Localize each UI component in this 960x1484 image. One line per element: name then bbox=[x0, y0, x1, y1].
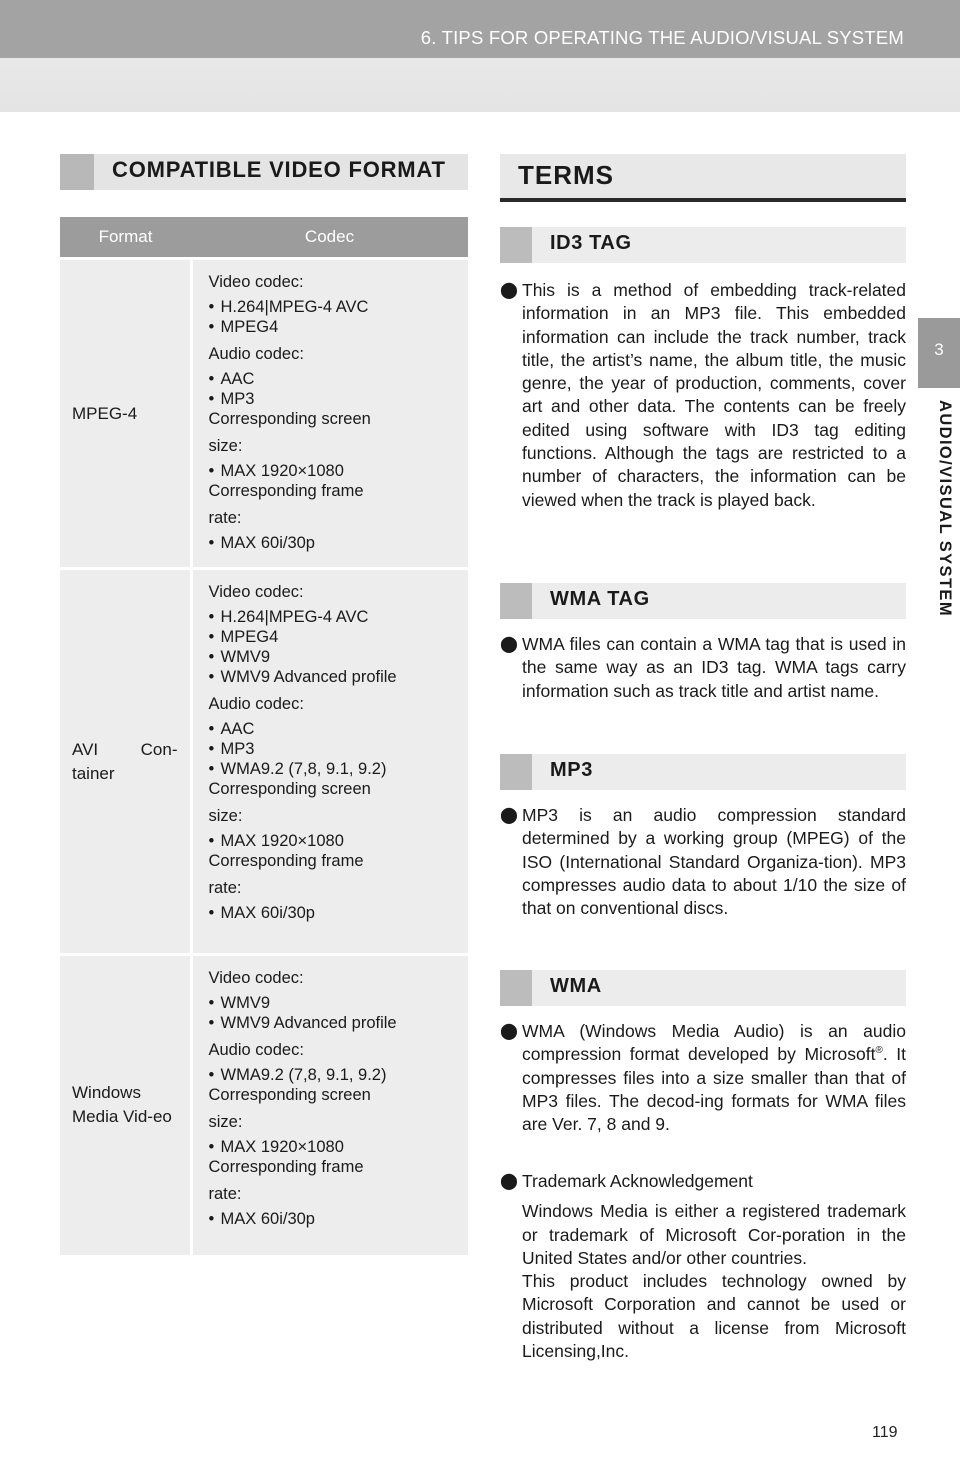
heading-marker bbox=[500, 970, 532, 1006]
section-title-label: COMPATIBLE VIDEO FORMAT bbox=[112, 157, 446, 182]
codec-label: Video codec: bbox=[208, 273, 304, 291]
chapter-tab bbox=[918, 318, 960, 388]
codec-label: Corresponding screen bbox=[208, 410, 371, 428]
codec-bullet-item: • H.264|MPEG-4 AVC bbox=[209, 297, 459, 317]
bullet-icon: ⬤ bbox=[500, 807, 518, 824]
codec-label: Video codec: bbox=[208, 583, 304, 601]
id3-tag-title: ID3 TAG bbox=[550, 232, 632, 254]
codec-bullet-item: • MP3 bbox=[209, 389, 459, 409]
mp3-title: MP3 bbox=[550, 759, 593, 781]
codec-bullet-item: • MAX 1920×1080 bbox=[209, 461, 459, 481]
codec-bullet-item: • MAX 60i/30p bbox=[209, 1209, 459, 1229]
codec-label: Corresponding screen bbox=[208, 1086, 371, 1104]
chapter-number: 3 bbox=[934, 340, 944, 359]
codec-label: Corresponding screen bbox=[208, 780, 371, 798]
codec-cell bbox=[191, 955, 468, 1255]
wma-tag-heading bbox=[500, 583, 906, 619]
codec-label: rate: bbox=[208, 509, 242, 527]
wma-heading bbox=[500, 970, 906, 1006]
heading-marker bbox=[500, 583, 532, 619]
page-number: 119 bbox=[872, 1424, 898, 1441]
codec-bullet-item: • MAX 60i/30p bbox=[209, 903, 459, 923]
trademark-text-1: Windows Media is either a registered trademark or trademark of Microsoft Cor-poration in the United States and/or other countries. bbox=[522, 1201, 906, 1268]
table-row bbox=[60, 569, 468, 955]
codec-bullet-item: • MAX 1920×1080 bbox=[209, 1137, 459, 1157]
wma-tag-paragraph bbox=[500, 633, 906, 703]
codec-label: size: bbox=[208, 437, 243, 455]
wma-paragraph bbox=[500, 1020, 906, 1136]
column-header-codec: Codec bbox=[191, 217, 468, 259]
codec-bullet-item: • WMA9.2 (7,8, 9.1, 9.2) bbox=[209, 759, 459, 779]
codec-label: Corresponding frame bbox=[208, 852, 364, 870]
codec-label: rate: bbox=[208, 1185, 242, 1203]
codec-lines bbox=[193, 570, 469, 937]
codec-bullet-item: • H.264|MPEG-4 AVC bbox=[209, 607, 459, 627]
mp3-heading bbox=[500, 754, 906, 790]
id3-tag-text: This is a method of embedding track-related information in an MP3 file. This embedded information can include the track number, track title, the artist’s name, the album title, the music genre, the year of production, comments, cover art and other data. The contents can be freely edited using software with ID3 tag editing functions. Although the tags are restricted to a number of characters, the information can be viewed when the track is played back. bbox=[522, 280, 906, 510]
trademark-title: Trademark Acknowledgement bbox=[522, 1171, 753, 1191]
id3-tag-heading bbox=[500, 227, 906, 263]
codec-label: Video codec: bbox=[208, 969, 304, 987]
wma-title: WMA bbox=[550, 975, 602, 997]
id3-tag-paragraph bbox=[500, 279, 906, 512]
heading-marker bbox=[500, 754, 532, 790]
codec-cell bbox=[191, 259, 468, 569]
codec-bullet-item: • WMV9 Advanced profile bbox=[209, 667, 459, 687]
chapter-side-label: AUDIO/VISUAL SYSTEM bbox=[936, 400, 954, 617]
table-row bbox=[60, 259, 468, 569]
codec-label: Audio codec: bbox=[208, 345, 304, 363]
codec-bullet-item: • AAC bbox=[209, 369, 459, 389]
codec-label: size: bbox=[208, 1113, 243, 1131]
codec-bullet-item: • WMV9 bbox=[209, 647, 459, 667]
wma-tag-text: WMA files can contain a WMA tag that is used in the same way as an ID3 tag. WMA tags carry information such as track title and artist name. bbox=[522, 634, 906, 701]
heading-marker bbox=[60, 154, 94, 190]
codec-bullet-item: • WMA9.2 (7,8, 9.1, 9.2) bbox=[209, 1065, 459, 1085]
terms-heading bbox=[500, 154, 906, 202]
codec-label: Corresponding frame bbox=[208, 482, 364, 500]
wma-text-before: WMA (Windows Media Audio) is an audio compression format developed by Microsoft bbox=[522, 1021, 906, 1065]
video-format-table bbox=[60, 217, 468, 1255]
codec-label: size: bbox=[208, 807, 243, 825]
wma-text-after: . It compresses files into a size smaller than that of MP3 files. The decod-ing formats for WMA files are Ver. 7, 8 and 9. bbox=[522, 1044, 906, 1135]
codec-bullet-item: • MP3 bbox=[209, 739, 459, 759]
codec-label: rate: bbox=[208, 879, 242, 897]
format-cell: MPEG-4 bbox=[60, 259, 191, 569]
codec-bullet-item: • MAX 60i/30p bbox=[209, 533, 459, 553]
page-header-bar bbox=[0, 0, 960, 58]
bullet-icon: ⬤ bbox=[500, 282, 518, 299]
codec-bullet-item: • WMV9 bbox=[209, 993, 459, 1013]
column-header-format: Format bbox=[60, 217, 191, 259]
format-cell: AVI Con-tainer bbox=[60, 569, 191, 955]
trademark-paragraph bbox=[500, 1170, 906, 1363]
format-cell: Windows Media Vid-eo bbox=[60, 955, 191, 1255]
table-header-row bbox=[60, 217, 468, 259]
codec-bullet-item: • AAC bbox=[209, 719, 459, 739]
chapter-title: 6. TIPS FOR OPERATING THE AUDIO/VISUAL SYSTEM bbox=[420, 27, 904, 48]
terms-title: TERMS bbox=[518, 160, 614, 190]
codec-cell bbox=[191, 569, 468, 955]
registered-mark: ® bbox=[875, 1045, 883, 1057]
codec-label: Audio codec: bbox=[208, 1041, 304, 1059]
mp3-text: MP3 is an audio compression standard determined by a working group (MPEG) of the ISO (International Standard Organiza-tion). MP3 compresses audio data to about 1/10 the size of that on conventional discs. bbox=[522, 805, 906, 919]
codec-label: Corresponding frame bbox=[208, 1158, 364, 1176]
wma-tag-title: WMA TAG bbox=[550, 588, 650, 610]
codec-lines bbox=[193, 956, 469, 1243]
bullet-icon: ⬤ bbox=[500, 1023, 518, 1040]
bullet-icon: ⬤ bbox=[500, 1173, 518, 1190]
compatible-video-format-heading bbox=[60, 154, 468, 190]
codec-bullet-item: • MPEG4 bbox=[209, 627, 459, 647]
codec-lines bbox=[193, 260, 469, 567]
heading-marker bbox=[500, 227, 532, 263]
codec-bullet-item: • MPEG4 bbox=[209, 317, 459, 337]
codec-bullet-item: • MAX 1920×1080 bbox=[209, 831, 459, 851]
wma-text bbox=[522, 1020, 906, 1136]
mp3-paragraph bbox=[500, 804, 906, 920]
trademark-text-2: This product includes technology owned by Microsoft Corporation and cannot be used or distributed without a license from Microsoft Licensing,Inc. bbox=[522, 1271, 906, 1362]
table-row bbox=[60, 955, 468, 1255]
codec-bullet-item: • WMV9 Advanced profile bbox=[209, 1013, 459, 1033]
bullet-icon: ⬤ bbox=[500, 636, 518, 653]
codec-label: Audio codec: bbox=[208, 695, 304, 713]
